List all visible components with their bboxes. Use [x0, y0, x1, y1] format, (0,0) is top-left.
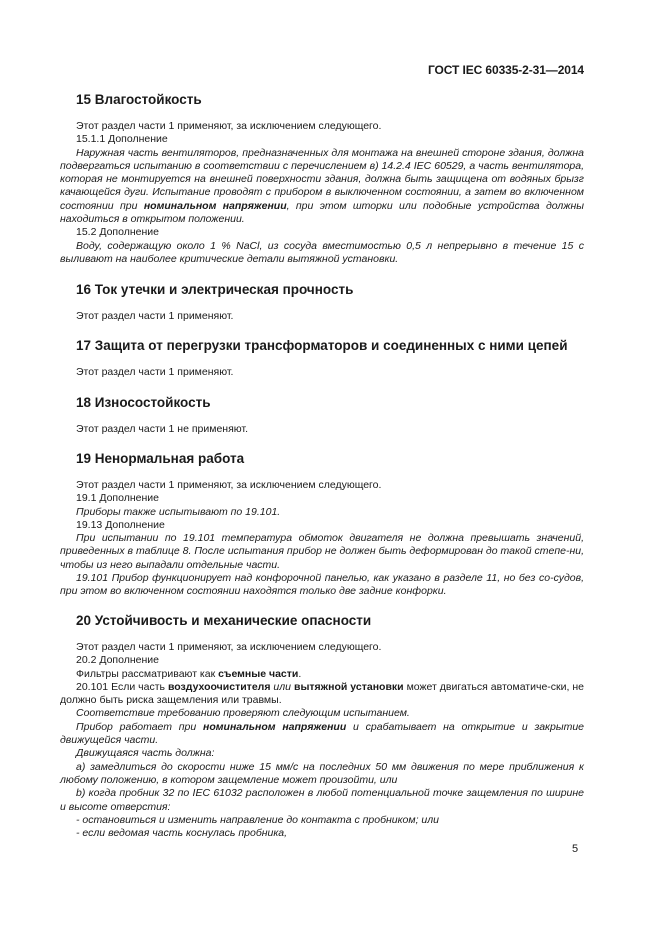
section-15 [60, 92, 584, 266]
clause-19-13-label: 19.13 Дополнение [76, 518, 165, 531]
clause-19-101-text: 19.101 Прибор функционирует над конфорочной панелью, как указано в разделе 11, но без со-судов, при этом во включенном состоянии находятся только две задние конфорки. [60, 572, 584, 598]
clause-20-101-text: 20.101 Если часть воздухоочистителя или вытяжной установки может двигаться автоматиче-ски, не должно быть риска защемления или травмы. [60, 680, 585, 707]
item-b-text: b) когда пробник 32 по IEC 61032 расположен в любой потенциальной точке защемления по ширине и высоте отверстия: [60, 787, 584, 813]
clause-19-13-text: При испытании по 19.101 температура обмоток двигателя не должна превышать значений, приведенных в таблице 8. После испытания прибор не должен быть деформирован до такой степе-ни, чтобы из него выпадали отдельные части. [60, 532, 584, 571]
dash-item-1: - остановиться и изменить направление до контакта с пробником; или [76, 813, 440, 826]
section-16-title: 16 Ток утечки и электрическая прочность [76, 282, 354, 297]
section-18-title: 18 Износостойкость [76, 395, 211, 410]
clause-15-2-text: Воду, содержащую около 1 % NaCl, из сосуда вместимостью 0,5 л непрерывно в течение 15 с выливают на наиболее критические детали вытяжной установки. [60, 239, 584, 265]
section-17 [60, 338, 584, 379]
page-number: 5 [572, 843, 579, 855]
clause-15-2-label: 15.2 Дополнение [76, 226, 159, 239]
section-18-intro: Этот раздел части 1 не применяют. [76, 423, 248, 435]
section-20-intro: Этот раздел части 1 применяют, за исключением следующего. [76, 641, 382, 653]
clause-20-2-label: 20.2 Дополнение [76, 654, 159, 667]
clause-19-1-text: Приборы также испытывают по 19.101. [76, 505, 281, 518]
section-19-title: 19 Ненормальная работа [76, 451, 245, 466]
section-19 [60, 451, 584, 599]
filters-text: Фильтры рассматривают как съемные части. [76, 667, 302, 680]
section-20 [60, 613, 584, 840]
clause-19-1-label: 19.1 Дополнение [76, 492, 159, 505]
section-15-title: 15 Влагостойкость [76, 92, 202, 107]
section-16-intro: Этот раздел части 1 применяют. [76, 310, 234, 322]
operation-text: Прибор работает при номинальном напряжении и срабатывает на открытие и закрытие движущейся части. [60, 720, 584, 747]
clause-15-1-1-text: Наружная часть вентиляторов, предназначенных для монтажа на внешней стороне здания, должна подвергаться испытанию в соответствии с перечислением в) 14.2.4 IEC 60529, а часть вентилятора, которая не монтируется на внешней поверхности здания, должна быть защищена от водяных брызг качающейся дуги. Испытание проводят с прибором в выключенном состоянии, а затем во включенном состоянии при номинальном напряжении, при этом шторки или подобные устройства должны находиться в открытом положении. [60, 146, 585, 226]
item-a-text: а) замедлиться до скорости ниже 15 мм/с на последних 50 мм движения по мере приближения к любому положению, в котором защемление может произойти, или [60, 760, 584, 786]
document-id: ГОСТ IEC 60335-2-31—2014 [427, 63, 584, 77]
section-17-intro: Этот раздел части 1 применяют. [76, 366, 234, 378]
section-15-intro: Этот раздел части 1 применяют, за исключением следующего. [76, 120, 382, 132]
section-17-title: 17 Защита от перегрузки трансформаторов и соединенных с ними цепей [76, 338, 568, 353]
dash-item-2: - если ведомая часть коснулась пробника, [76, 827, 288, 840]
moving-part-intro: Движущаяся часть должна: [76, 747, 215, 760]
compliance-check: Соответствие требованию проверяют следующим испытанием. [76, 707, 410, 720]
section-19-intro: Этот раздел части 1 применяют, за исключением следующего. [76, 479, 382, 491]
section-18 [60, 395, 584, 436]
clause-15-1-1-label: 15.1.1 Дополнение [76, 133, 168, 146]
section-16 [60, 282, 584, 323]
section-20-title: 20 Устойчивость и механические опасности [76, 613, 372, 628]
